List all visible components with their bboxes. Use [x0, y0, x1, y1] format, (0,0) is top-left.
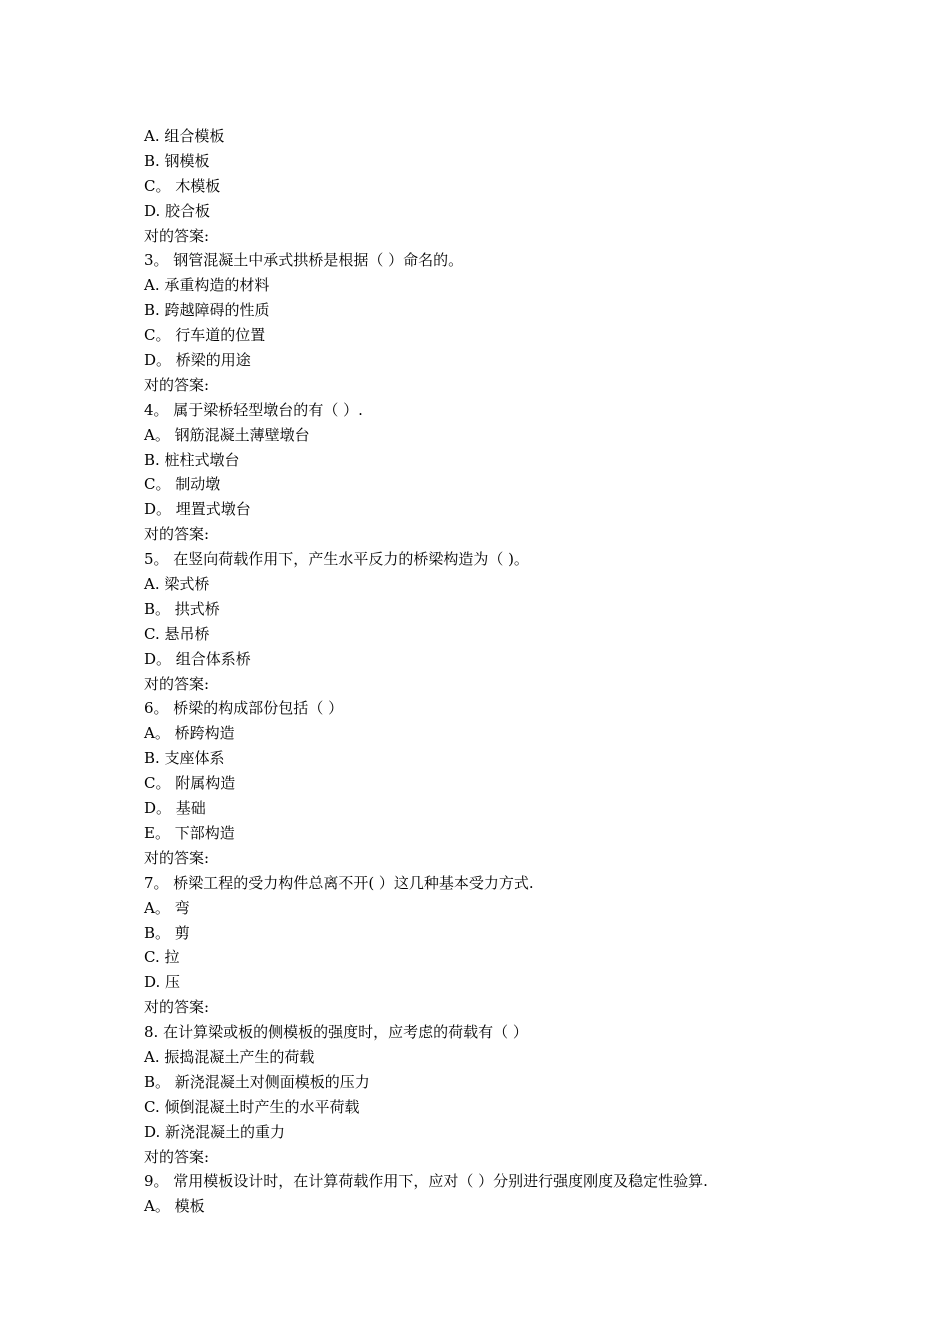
question-text: 3。 钢管混凝土中承式拱桥是根据（ ）命名的。	[144, 251, 464, 270]
answer-label: 对的答案:	[144, 998, 210, 1017]
option-item: B。 剪	[144, 923, 190, 942]
option-item: C。 行车道的位置	[144, 326, 266, 345]
answer-label: 对的答案:	[144, 525, 210, 544]
answer-label: 对的答案:	[144, 226, 210, 245]
question-text: 6。 桥梁的构成部份包括（ ）	[144, 699, 344, 718]
option-item: D. 胶合板	[144, 201, 211, 220]
option-item: C。 制动墩	[144, 475, 221, 494]
option-item: D。 埋置式墩台	[144, 500, 251, 519]
answer-label: 对的答案:	[144, 848, 210, 867]
option-item: A。 模板	[144, 1197, 205, 1216]
option-item: B. 跨越障碍的性质	[144, 301, 270, 320]
question-text: 4。 属于梁桥轻型墩台的有（ ）.	[144, 400, 363, 419]
answer-label: 对的答案:	[144, 1147, 210, 1166]
option-item: C. 倾倒混凝土时产生的水平荷载	[144, 1097, 360, 1116]
document-body	[144, 124, 844, 1219]
question-text: 9。 常用模板设计时，在计算荷载作用下，应对（ ）分别进行强度刚度及稳定性验算.	[144, 1172, 708, 1191]
option-item: B。 拱式桥	[144, 599, 220, 618]
option-item: A。 弯	[144, 898, 190, 917]
option-item: D. 新浇混凝土的重力	[144, 1122, 286, 1141]
option-item: E。 下部构造	[144, 823, 235, 842]
option-item: B. 桩柱式墩台	[144, 450, 240, 469]
option-item: A。 钢筋混凝土薄壁墩台	[144, 425, 310, 444]
option-item: B。 新浇混凝土对侧面模板的压力	[144, 1072, 370, 1091]
option-item: C。 木模板	[144, 176, 221, 195]
option-item: B. 支座体系	[144, 749, 225, 768]
option-item: D。 桥梁的用途	[144, 351, 251, 370]
option-item: A. 承重构造的材料	[144, 276, 270, 295]
option-item: A. 组合模板	[144, 127, 225, 145]
option-item: A. 振捣混凝土产生的荷载	[144, 1047, 315, 1066]
option-item: D. 压	[144, 973, 181, 992]
option-item: D。 组合体系桥	[144, 649, 251, 668]
option-item: C. 拉	[144, 948, 180, 967]
option-item: A。 桥跨构造	[144, 724, 235, 743]
question-text: 8. 在计算梁或板的侧模板的强度时，应考虑的荷载有（ ）	[144, 1023, 528, 1042]
option-item: C. 悬吊桥	[144, 624, 210, 643]
option-item: B. 钢模板	[144, 151, 210, 170]
option-item: A. 梁式桥	[144, 575, 210, 594]
question-text: 5。 在竖向荷载作用下，产生水平反力的桥梁构造为（ )。	[144, 550, 529, 569]
option-item: D。 基础	[144, 799, 206, 818]
answer-label: 对的答案:	[144, 674, 210, 693]
answer-label: 对的答案:	[144, 375, 210, 394]
option-item: C。 附属构造	[144, 774, 236, 793]
question-text: 7。 桥梁工程的受力构件总离不开( ）这几种基本受力方式.	[144, 873, 534, 892]
